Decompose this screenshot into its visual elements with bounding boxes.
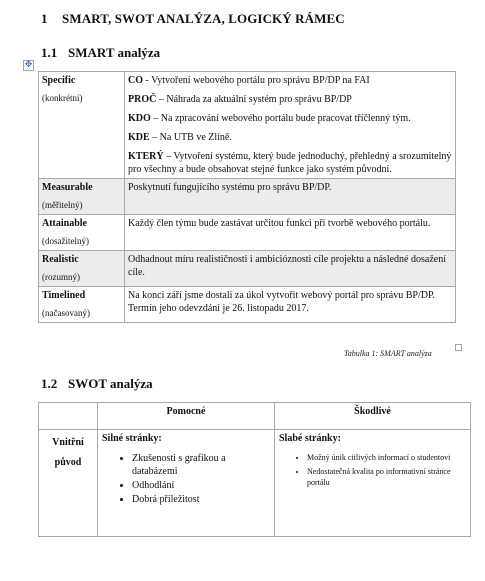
- smart-row-specific: [39, 72, 456, 179]
- smart-label-cell: [39, 72, 125, 179]
- smart-key: PROČ: [128, 94, 157, 105]
- smart-paragraph: [128, 112, 452, 125]
- heading-smart-title: SMART analýza: [68, 45, 161, 60]
- smart-content-cell: [125, 72, 456, 179]
- swot-table: [38, 402, 471, 537]
- smart-key: CO: [128, 75, 143, 86]
- weaknesses-list: [279, 452, 466, 488]
- smart-text: – Na zpracování webového portálu bude pracovat tříčlenný tým.: [150, 113, 411, 124]
- swot-weaknesses-cell: [275, 430, 471, 537]
- smart-sublabel: (měřitelný): [42, 200, 83, 210]
- smart-content-cell: Odhadnout míru realističnosti i ambicióznosti cíle projektu a následné dosažení cíle.: [125, 251, 456, 287]
- smart-label: Specific: [42, 75, 76, 86]
- smart-content-cell: Každý člen týmu bude zastávat určitou funkci při tvorbě webového portálu.: [125, 215, 456, 251]
- list-item: • Dobrá přiležitost: [132, 493, 270, 506]
- smart-label-cell: [39, 215, 125, 251]
- smart-label: Attainable: [42, 218, 87, 229]
- swot-header-helpful: Pomocné: [98, 403, 275, 430]
- smart-sublabel: (dosažitelný): [42, 236, 89, 246]
- smart-content-cell: Poskytnutí fungujícího systému pro správu BP/DP.: [125, 179, 456, 215]
- strengths-title: Silné stránky:: [102, 433, 162, 444]
- smart-content-cell: Na konci září jsme dostali za úkol vytvořit webový portál pro správu BP/DP. Termín jeho odevzdání je 26. listopadu 2017.: [125, 287, 456, 323]
- weaknesses-title: Slabé stránky:: [279, 433, 341, 444]
- smart-paragraph: [128, 93, 452, 106]
- smart-label-cell: [39, 287, 125, 323]
- table-resize-handle[interactable]: [455, 344, 462, 351]
- smart-label-cell: [39, 251, 125, 287]
- heading-swot-number: 1.2: [41, 376, 58, 391]
- smart-text: - Vytvoření webového portálu pro správu BP/DP na FAI: [143, 75, 370, 86]
- swot-header-row: [39, 403, 471, 430]
- smart-label: Timelined: [42, 290, 86, 301]
- smart-sublabel: (načasovaný): [42, 308, 90, 318]
- list-item: • Možný únik citlivých informací o studentovi: [307, 452, 466, 463]
- smart-label: Realistic: [42, 254, 79, 265]
- smart-paragraph: [128, 131, 452, 144]
- smart-text: – Vytvoření systému, který bude jednoduchý, přehledný a srozumitelný pro všechny a bude obsahovat stejné funkce jako systém původní.: [128, 151, 452, 175]
- smart-table: [38, 71, 456, 323]
- table-move-handle-icon[interactable]: ✥: [24, 60, 33, 70]
- smart-text: – Náhrada za aktuální systém pro správu BP/DP: [156, 94, 352, 105]
- heading-1: [41, 11, 345, 27]
- list-item: • Zkušenosti s grafikou a databázemi: [132, 452, 270, 478]
- swot-header-harmful: Škodlivé: [275, 403, 471, 430]
- smart-sublabel: (konkrétní): [42, 93, 83, 103]
- heading-smart-number: 1.1: [41, 45, 58, 60]
- list-item: • Odhodlání: [132, 479, 270, 492]
- smart-key: KDE: [128, 132, 150, 143]
- smart-row-timelined: [39, 287, 456, 323]
- heading-swot-title: SWOT analýza: [68, 376, 153, 391]
- swot-strengths-cell: [98, 430, 275, 537]
- smart-label: Measurable: [42, 182, 93, 193]
- heading-1-number: 1: [41, 11, 48, 26]
- smart-key: KTERÝ: [128, 151, 164, 162]
- smart-sublabel: (rozumný): [42, 272, 80, 282]
- strengths-list: [102, 452, 270, 506]
- heading-1-title: SMART, SWOT ANALÝZA, LOGICKÝ RÁMEC: [62, 11, 345, 26]
- smart-text: – Na UTB ve Zlíně.: [149, 132, 232, 143]
- smart-row-realistic: [39, 251, 456, 287]
- smart-label-cell: [39, 179, 125, 215]
- smart-row-measurable: [39, 179, 456, 215]
- swot-row-internal: [39, 430, 471, 537]
- heading-smart: [41, 45, 160, 61]
- list-item: • Nedostatečná kvalita po informativní stránce portálu: [307, 466, 466, 488]
- heading-swot: [41, 376, 153, 392]
- smart-row-attainable: [39, 215, 456, 251]
- smart-key: KDO: [128, 113, 151, 124]
- table-caption: Tabulka 1: SMART analýza: [344, 349, 432, 358]
- swot-row-label: Vnitřní původ: [39, 430, 98, 537]
- smart-paragraph: [128, 150, 452, 176]
- swot-corner-cell: [39, 403, 98, 430]
- smart-paragraph: [128, 74, 452, 87]
